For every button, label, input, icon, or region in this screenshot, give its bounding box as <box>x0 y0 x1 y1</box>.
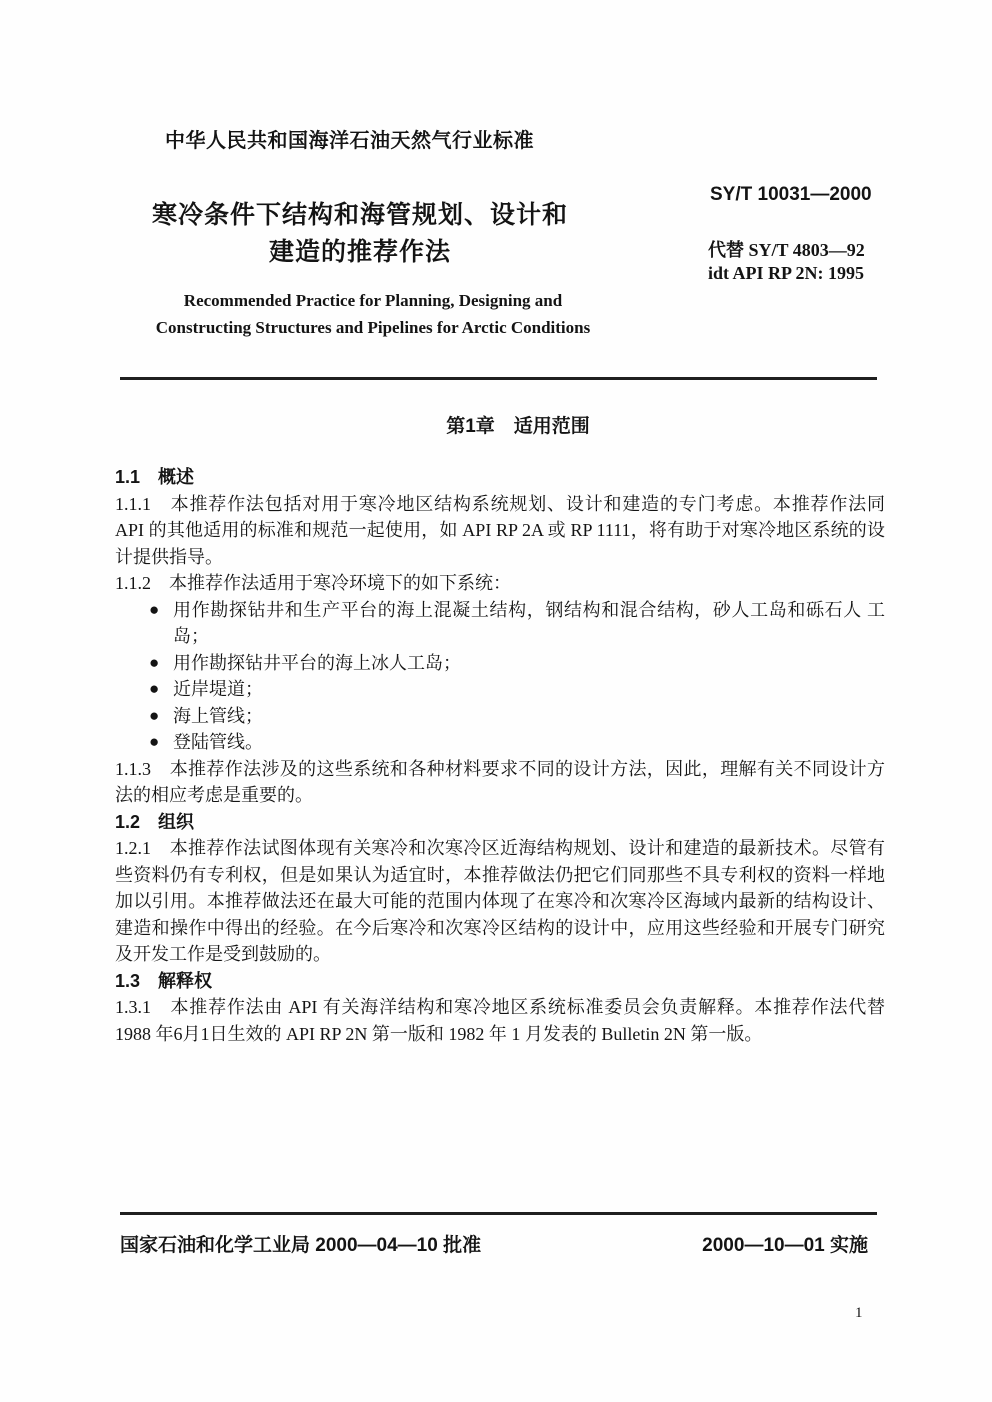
footer <box>120 1230 868 1257</box>
footer-divider <box>120 1212 877 1215</box>
doc-title-cn <box>130 197 590 271</box>
bullet-icon: ● <box>149 599 160 619</box>
paragraph-1-1-2: 1.1.2 本推荐作法适用于寒冷环境下的如下系统： <box>115 573 511 593</box>
bullet-item-label: 用作勘探钻井平台的海上冰人工岛； <box>173 652 461 673</box>
bullet-icon: ● <box>149 652 160 672</box>
paragraph-1-1-3: 1.1.3 本推荐作法涉及的这些系统和各种材料要求不同的设计方法，因此，理解有关不同设计方法的相应考虑是重要的。 <box>115 758 885 805</box>
bullet-item-label: 海上管线； <box>173 705 263 726</box>
paragraph-1-2-1: 1.2.1 本推荐作法试图体现有关寒冷和次寒冷区近海结构规划、设计和建造的最新技术。尽管有些资料仍有专利权，但是如果认为适宜时，本推荐做法仍把它们同那些不具专利权的资料一样地加以引用。本推荐做法还在最大可能的范围内体现了在寒冷和次寒冷区海域内最新的结构设计、建造和操作中得出的经验。在今后寒冷和次寒冷区结构的设计中，应用这些经验和开展专门研究及开发工作是受到鼓励的。 <box>115 838 885 964</box>
paragraph-1-1-1: 1.1.1 本推荐作法包括对用于寒冷地区结构系统规划、设计和建造的专门考虑。本推荐作法同 API 的其他适用的标准和规范一起使用，如 API RP 2A 或 RP 1111，将有助于对寒冷地区系统的设计提供指导。 <box>115 493 885 567</box>
footer-implementation: 2000—10—01 实施 <box>702 1235 868 1256</box>
bullet-item <box>115 650 885 677</box>
bullet-item-label: 近岸堤道； <box>173 679 263 699</box>
bullet-icon: ● <box>149 679 160 698</box>
doc-title-cn-line2: 建造的推荐作法 <box>268 238 451 266</box>
replaces-note: 代替 SY/T 4803—92 <box>708 240 865 260</box>
section-heading-1-2: 1.2 组织 <box>115 811 195 832</box>
doc-title-cn-line1: 寒冷条件下结构和海管规划、设计和 <box>151 201 568 229</box>
chapter-body <box>115 464 885 1047</box>
paragraph-1-3-1: 1.3.1 本推荐作法由 API 有关海洋结构和寒冷地区系统标准委员会负责解释。本推荐作法代替 1988 年6月1日生效的 API RP 2N 第一版和 1982 年 1 月发表的 Bulletin 2N 第一版。 <box>115 997 885 1044</box>
doc-title-en <box>128 287 618 341</box>
idt-note: idt API RP 2N: 1995 <box>708 263 865 283</box>
bullet-icon: ● <box>149 732 160 751</box>
bullet-item <box>115 729 885 756</box>
section-heading-1-1: 1.1 概述 <box>115 467 195 487</box>
bullet-item <box>115 676 885 703</box>
header-divider <box>120 377 877 380</box>
bullet-item-label: 登陆管线。 <box>173 732 263 752</box>
bullet-icon: ● <box>149 705 160 725</box>
footer-approval: 国家石油和化学工业局 2000—04—10 批准 <box>120 1235 482 1256</box>
chapter-heading: 第1章 适用范围 <box>446 416 590 437</box>
page-number: 1 <box>855 1305 863 1321</box>
standard-number: SY/T 10031—2000 <box>710 184 872 205</box>
bullet-item <box>115 597 885 650</box>
section-heading-1-3: 1.3 解释权 <box>115 970 213 991</box>
bullet-item-label: 用作勘探钻井和生产平台的海上混凝土结构，钢结构和混合结构，砂人工岛和砾石人 工岛； <box>173 599 885 646</box>
doc-title-en-line1: Recommended Practice for Planning, Designing and <box>183 291 563 310</box>
doc-title-en-line2: Constructing Structures and Pipelines for Arctic Conditions <box>155 318 591 337</box>
standard-header-label: 中华人民共和国海洋石油天然气行业标准 <box>165 130 534 152</box>
bullet-item <box>115 703 885 730</box>
